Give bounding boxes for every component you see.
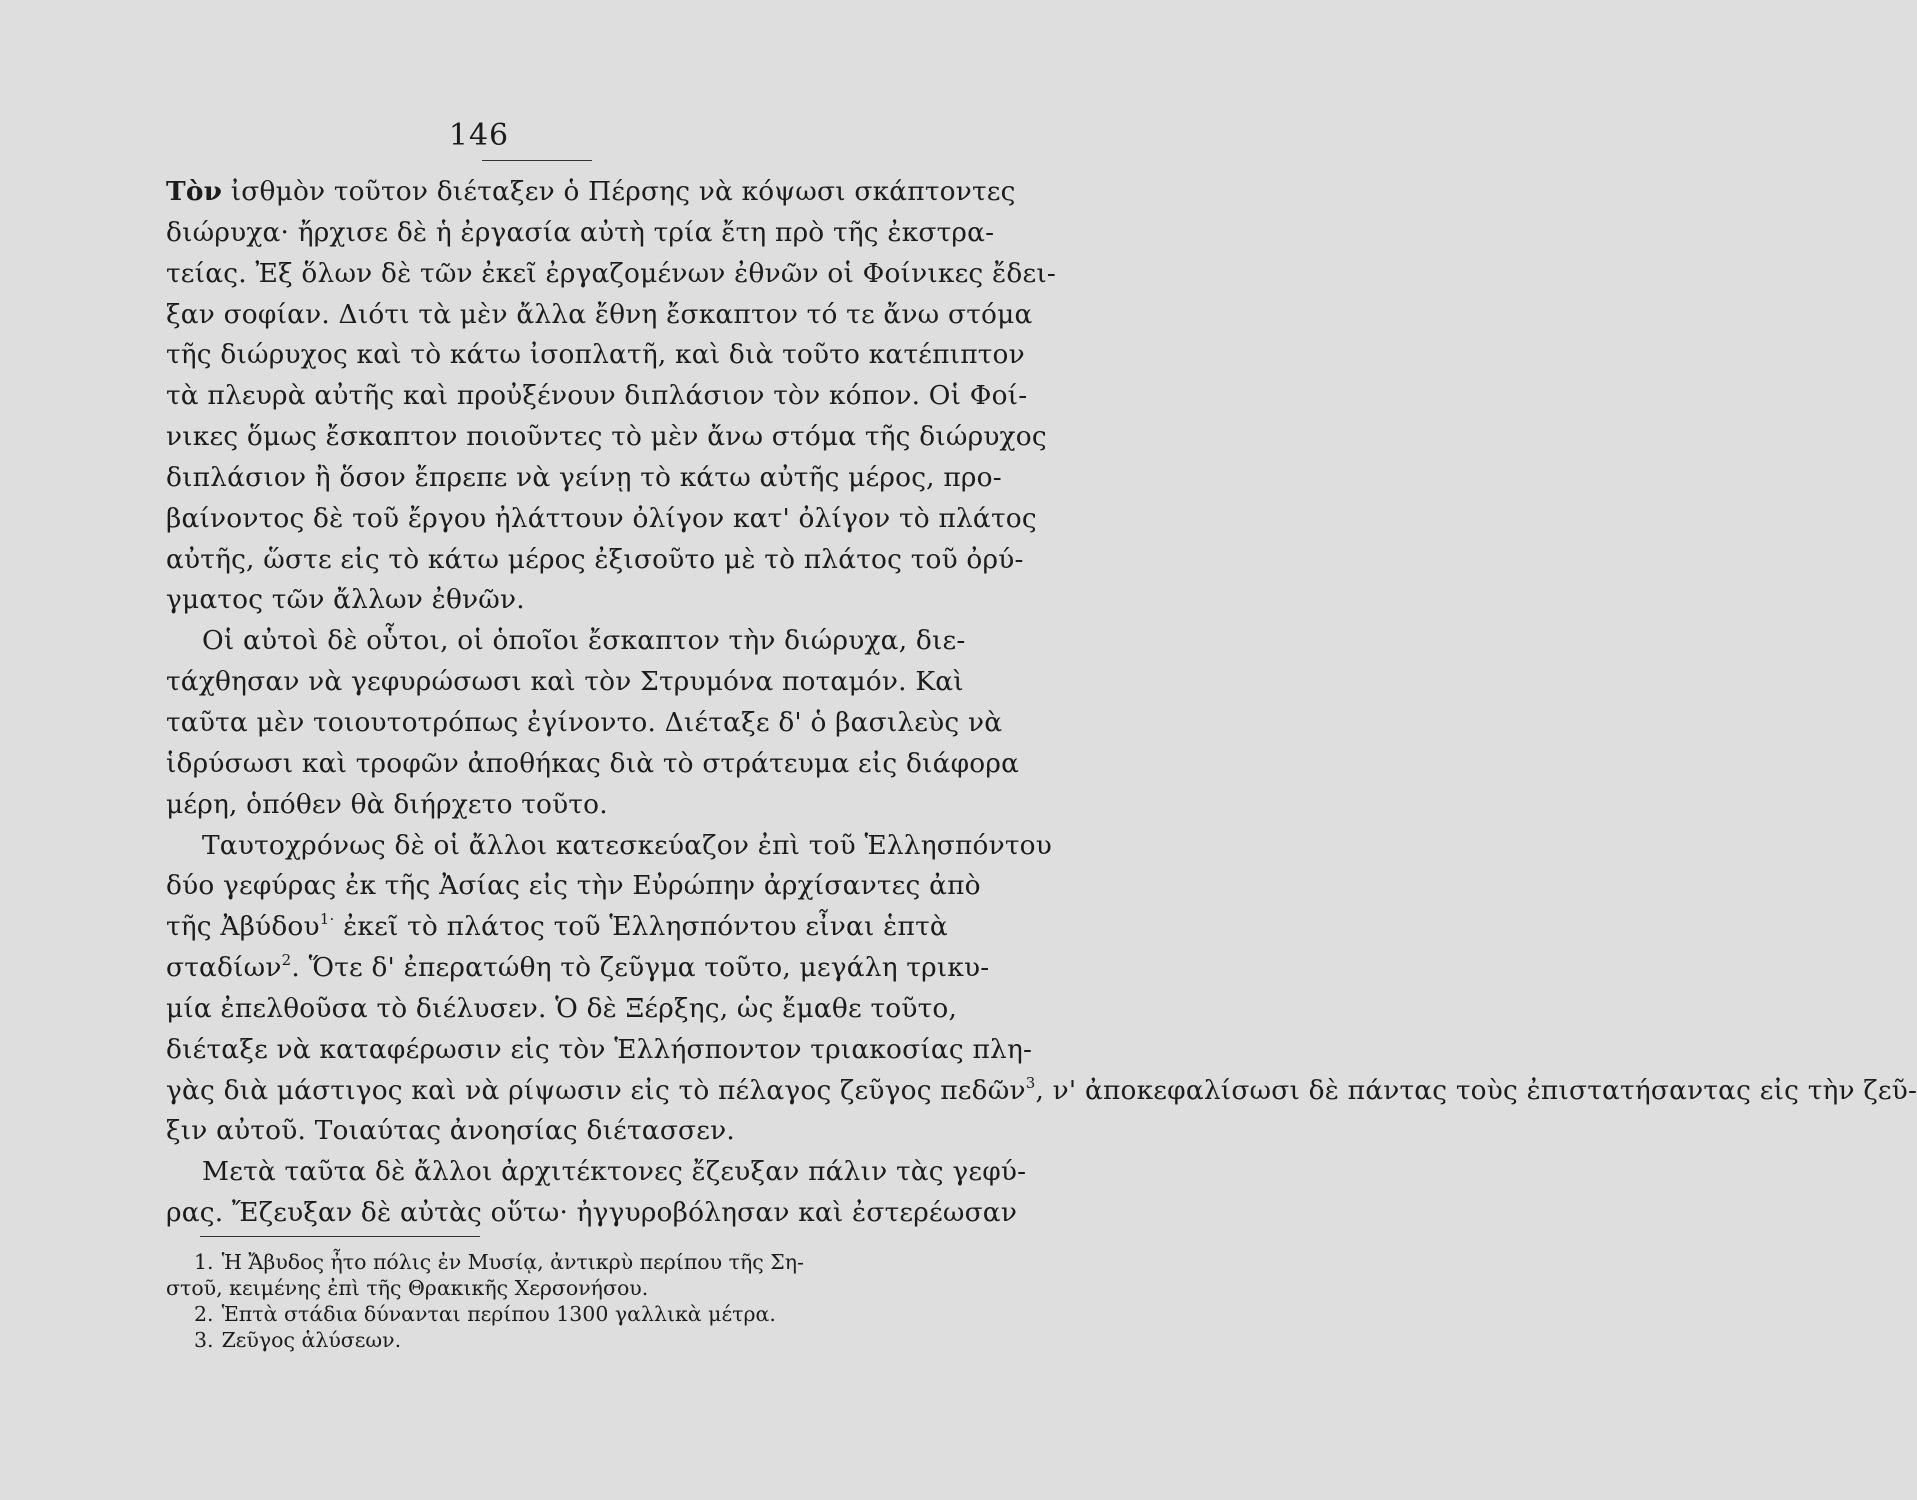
text-segment: τῆς Ἀβύδου (166, 911, 320, 943)
text-line: διέταξε νὰ καταφέρωσιν εἰς τὸν Ἑλλήσποντον τριακοσίας πλη- (166, 1033, 1033, 1065)
text-segment: ἐκεῖ τὸ πλάτος τοῦ Ἑλλησπόντου εἶναι ἑπτὰ (334, 911, 948, 943)
footnote-text: Ἑπτὰ στάδια δύνανται περίπου 1300 γαλλικὰ μέτρα. (221, 1302, 776, 1326)
text-line: μέρη, ὁπόθεν θὰ διήρχετο τοῦτο. (166, 788, 608, 820)
text-line: ξιν αὐτοῦ. Τοιαύτας ἀνοησίας διέτασσεν. (166, 1115, 735, 1147)
text-line (166, 1071, 1917, 1112)
footnote-2 (166, 1301, 926, 1327)
footnote-separator (200, 1236, 480, 1237)
text-line-rest: ἰσθμὸν τοῦτον διέταξεν ὁ Πέρσης νὰ κόψωσι σκάπτοντες (222, 176, 1016, 207)
paragraph-start-line: Μετὰ ταῦτα δὲ ἄλλοι ἀρχιτέκτονες ἔζευξαν πάλιν τὰς γεφύ- (202, 1156, 1027, 1188)
text-line (166, 907, 948, 948)
text-line: ἱδρύσωσι καὶ τροφῶν ἀποθήκας διὰ τὸ στράτευμα εἰς διάφορα (166, 747, 1020, 779)
text-line (166, 948, 990, 989)
footnote-marker-3: 3 (1025, 1073, 1036, 1092)
page-number: 146 (448, 118, 510, 153)
text-segment: σταδίων (166, 952, 282, 984)
page-number-rule (482, 160, 592, 161)
text-line: γματος τῶν ἄλλων ἐθνῶν. (166, 584, 525, 616)
text-segment: γὰς διὰ μάστιγος καὶ νὰ ρίψωσιν εἰς τὸ πέλαγος ζεῦγος πεδῶν (166, 1074, 1026, 1106)
footnote-3 (166, 1327, 926, 1353)
footnote-marker-1: 1· (319, 910, 335, 929)
text-line: μία ἐπελθοῦσα τὸ διέλυσεν. Ὁ δὲ Ξέρξης, ὡς ἔμαθε τοῦτο, (166, 992, 958, 1024)
text-segment: . Ὅτε δ' ἐπερατώθη τὸ ζεῦγμα τοῦτο, μεγάλη τρικυ- (291, 952, 990, 984)
opening-word: Τὸν (166, 176, 223, 207)
text-line: δύο γεφύρας ἐκ τῆς Ἀσίας εἰς τὴν Εὐρώπην ἀρχίσαντες ἀπὸ (166, 870, 981, 902)
footnotes (166, 1249, 926, 1353)
body-text (166, 172, 1917, 1234)
footnote-number: 1. (194, 1250, 214, 1274)
text-line: ταῦτα μὲν τοιουτοτρόπως ἐγίνοντο. Διέταξε δ' ὁ βασιλεὺς νὰ (166, 706, 1003, 738)
text-line: βαίνοντος δὲ τοῦ ἔργου ἠλάττουν ὀλίγον κατ' ὀλίγον τὸ πλάτος (166, 502, 1037, 534)
paragraph-start-line: Ταυτοχρόνως δὲ οἱ ἄλλοι κατεσκεύαζον ἐπὶ τοῦ Ἑλλησπόντου (202, 829, 1052, 861)
text-line: ξαν σοφίαν. Διότι τὰ μὲν ἄλλα ἔθνη ἔσκαπτον τό τε ἄνω στόμα (166, 298, 1033, 330)
text-line: διπλάσιον ἢ ὅσον ἔπρεπε νὰ γείνῃ τὸ κάτω αὐτῆς μέρος, προ- (166, 461, 1002, 493)
text-line: αὐτῆς, ὥστε εἰς τὸ κάτω μέρος ἐξισοῦτο μὲ τὸ πλάτος τοῦ ὀρύ- (166, 543, 1024, 575)
footnote-marker-2: 2 (281, 951, 292, 970)
text-line: διώρυχα· ἤρχισε δὲ ἡ ἐργασία αὐτὴ τρία ἔτη πρὸ τῆς ἐκστρα- (166, 216, 995, 248)
footnote-1-continuation: στοῦ, κειμένης ἐπὶ τῆς Θρακικῆς Χερσονήσου. (166, 1276, 649, 1300)
footnote-text: Ἡ Ἄβυδος ἦτο πόλις ἐν Μυσίᾳ, ἀντικρὺ περίπου τῆς Ση- (221, 1250, 804, 1274)
footnote-number: 2. (194, 1302, 214, 1326)
footnote-1 (166, 1249, 926, 1275)
text-line: τείας. Ἐξ ὅλων δὲ τῶν ἐκεῖ ἐργαζομένων ἐθνῶν οἱ Φοίνικες ἔδει- (166, 257, 1056, 289)
text-line (166, 172, 1016, 213)
text-line: νικες ὅμως ἔσκαπτον ποιοῦντες τὸ μὲν ἄνω στόμα τῆς διώρυχος (166, 421, 1047, 453)
text-line: ρας. Ἔζευξαν δὲ αὐτὰς οὕτω· ἠγγυροβόλησαν καὶ ἐστερέωσαν (166, 1197, 1018, 1229)
text-line: τῆς διώρυχος καὶ τὸ κάτω ἰσοπλατῆ, καὶ διὰ τοῦτο κατέπιπτον (166, 339, 1025, 371)
paragraph-start-line: Οἱ αὐτοὶ δὲ οὗτοι, οἱ ὁποῖοι ἔσκαπτον τὴν διώρυχα, διε- (202, 625, 966, 657)
footnote-number: 3. (194, 1328, 214, 1352)
text-segment: , ν' ἀποκεφαλίσωσι δὲ πάντας τοὺς ἐπιστατήσαντας εἰς τὴν ζεῦ- (1035, 1074, 1917, 1106)
footnote-text: Ζεῦγος ἁλύσεων. (221, 1328, 402, 1352)
text-line: τὰ πλευρὰ αὐτῆς καὶ προὐξένουν διπλάσιον τὸν κόπον. Οἱ Φοί- (166, 380, 1028, 412)
text-line: τάχθησαν νὰ γεφυρώσωσι καὶ τὸν Στρυμόνα ποταμόν. Καὶ (166, 666, 964, 698)
